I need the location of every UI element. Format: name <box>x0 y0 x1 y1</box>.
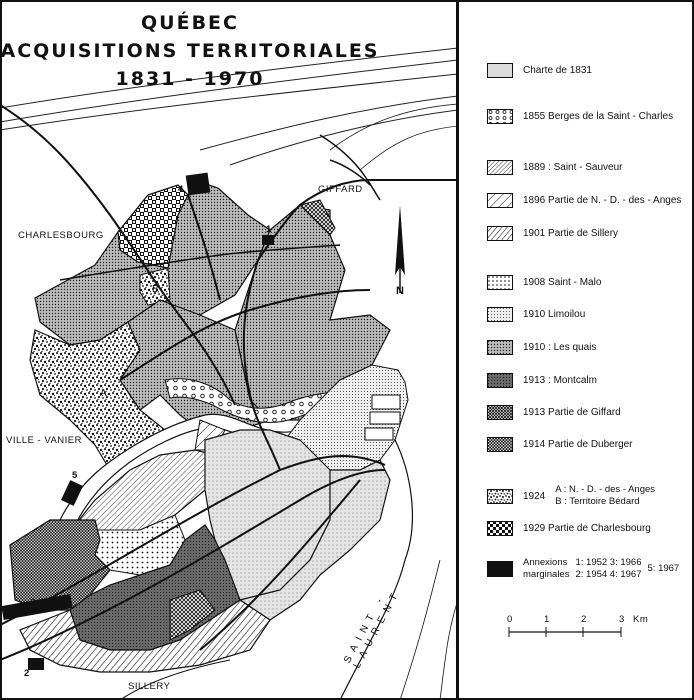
legend-item-duberger-1914 <box>487 435 633 453</box>
legend-label: 1889 : Saint - Sauveur <box>523 161 623 173</box>
legend-item-saint-sauveur-1889 <box>487 158 623 176</box>
label-sillery: SILLERY <box>128 681 171 692</box>
scale-bar <box>507 614 667 647</box>
legend-swatch <box>487 275 513 290</box>
river-contours <box>0 48 458 170</box>
label-zone-a: A <box>100 388 108 399</box>
legend-label: 1913 : Montcalm <box>523 374 597 386</box>
legend-item-quais-1910 <box>487 338 596 356</box>
legend-swatch <box>487 489 513 504</box>
label-charlesbourg: CHARLESBOURG <box>18 230 104 241</box>
legend-label: 1910 Limoilou <box>523 308 586 320</box>
legend-item-nd-bedard-1924 <box>487 484 655 508</box>
legend-swatch <box>487 160 513 175</box>
annex-number-5: 5 <box>72 470 78 481</box>
legend-swatch <box>487 521 513 536</box>
legend-swatch <box>487 437 513 452</box>
legend-item-saint-malo-1908 <box>487 273 601 291</box>
annexion-4-block <box>186 173 211 196</box>
label-saint-laurent: SAINT - LAURENT <box>342 586 404 671</box>
legend-swatch <box>487 307 513 322</box>
legend-label: 1896 Partie de N. - D. - des - Anges <box>523 194 682 206</box>
legend-label: 1914 Partie de Duberger <box>523 438 633 450</box>
annexion-2-block <box>28 658 44 670</box>
scale-unit: Km <box>633 614 649 625</box>
legend-swatch-annexion <box>487 561 513 577</box>
label-ville-vanier: VILLE - VANIER <box>6 435 82 446</box>
legend-swatch <box>487 109 513 124</box>
legend-label: 1855 Berges de la Saint - Charles <box>523 110 674 122</box>
label-zone-b: B <box>152 284 160 295</box>
legend-swatch <box>487 63 513 78</box>
legend-item-charlesbourg-1929 <box>487 519 651 537</box>
annexions-label-line2: marginales <box>523 569 570 580</box>
scale-tick-3: 3 <box>619 614 625 625</box>
scale-tick-0: 0 <box>507 614 513 625</box>
legend-item-sillery-1901 <box>487 224 618 242</box>
annex-number-1: 1 <box>266 224 272 235</box>
annexions-entries <box>575 557 641 581</box>
map-title-line2: ACQUISITIONS TERRITORIALES <box>0 40 380 62</box>
scale-tick-2: 2 <box>581 614 587 625</box>
north-arrow <box>395 205 405 293</box>
annexions-entry5: 5: 1967 <box>647 563 680 574</box>
legend-sublabels <box>555 484 655 508</box>
annexions-entries-line2: 2: 1954 4: 1967 <box>575 569 642 580</box>
map-title-line3: 1831 - 1970 <box>115 68 265 90</box>
legend-swatch <box>487 373 513 388</box>
label-north: N <box>396 285 405 297</box>
annex-number-2: 2 <box>24 668 30 679</box>
legend-sublabel-a: A : N. - D. - des - Anges <box>555 484 656 495</box>
scale-tick-1: 1 <box>544 614 550 625</box>
legend-label: 1913 Partie de Giffard <box>523 406 621 418</box>
legend-item-berges-1855 <box>487 107 673 125</box>
legend-panel <box>458 0 694 700</box>
legend-item-nd-anges-1896 <box>487 191 681 209</box>
legend-sublabel-b: B : Territoire Bédard <box>555 496 640 507</box>
annex-number-3: 3 <box>30 597 36 608</box>
legend-item-limoilou-1910 <box>487 305 585 323</box>
annexions-entries-line1: 1: 1952 3: 1966 <box>575 557 642 568</box>
annexions-label-line1: Annexions <box>523 557 568 568</box>
legend-label: 1929 Partie de Charlesbourg <box>523 522 651 534</box>
map-title-line1: QUÉBEC <box>141 12 239 34</box>
annexions-label <box>523 557 569 581</box>
legend-item-montcalm-1913 <box>487 371 597 389</box>
legend-item-giffard-1913 <box>487 403 621 421</box>
legend-label: 1901 Partie de Sillery <box>523 227 619 239</box>
annex-number-4: 4 <box>178 184 184 195</box>
legend-swatch <box>487 193 513 208</box>
legend-swatch <box>487 405 513 420</box>
legend-label: Charte de 1831 <box>523 64 592 76</box>
legend-label: 1910 : Les quais <box>523 341 597 353</box>
legend-item-annexions <box>487 557 679 581</box>
legend-label: 1924 <box>523 490 546 502</box>
legend-swatch <box>487 340 513 355</box>
label-giffard: GIFFARD <box>318 184 363 195</box>
legend-swatch <box>487 226 513 241</box>
legend-item-charte-1831 <box>487 61 592 79</box>
legend-label: 1908 Saint - Malo <box>523 276 602 288</box>
